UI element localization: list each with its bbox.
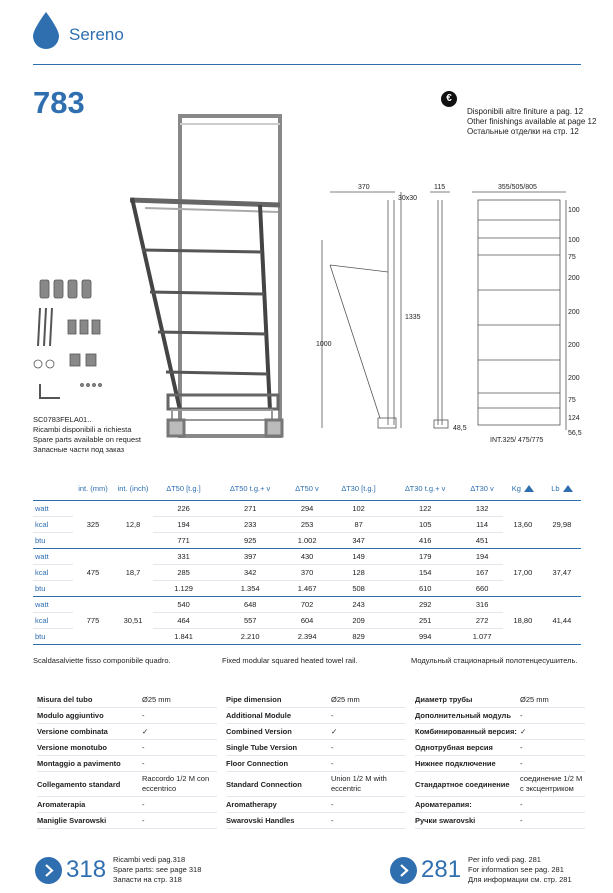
towel-rail-illustration [120, 110, 295, 450]
dim-spacing-5: 200 [568, 309, 580, 316]
cell-value: 829 [328, 628, 389, 644]
feature-label: Combined Version [226, 727, 292, 736]
cell-value: 557 [214, 612, 286, 628]
parts-line-en: Spare parts available on request [33, 435, 141, 444]
cell-value: 604 [286, 612, 328, 628]
cell-value: 451 [461, 532, 503, 548]
feature-label: Additional Module [226, 711, 291, 720]
cell-value: 994 [389, 628, 461, 644]
cell-value: 194 [461, 548, 503, 564]
cell-value: 272 [461, 612, 503, 628]
dim-depth: 115 [434, 184, 446, 191]
cell-value: 253 [286, 516, 328, 532]
spare-parts-note [33, 415, 141, 455]
cell-value: 292 [389, 596, 461, 612]
cell-value: 397 [214, 548, 286, 564]
feature-row [226, 708, 406, 724]
table-row [33, 500, 581, 516]
info-page-number[interactable]: 281 [421, 856, 462, 883]
features-en [226, 692, 406, 829]
cell-int-inch: 18,7 [113, 548, 153, 596]
spec-table-header [33, 478, 581, 500]
dim-spacing-1: 100 [568, 207, 580, 214]
feature-row [226, 692, 406, 708]
cell-value: 508 [328, 580, 389, 596]
feature-value: - [331, 815, 334, 825]
header-int-mm: int. (mm) [73, 478, 113, 500]
cell-value: 179 [389, 548, 461, 564]
feature-row [415, 708, 585, 724]
row-unit: kcal [33, 564, 73, 580]
feature-value: ✓ [520, 726, 527, 736]
feature-value: - [520, 815, 523, 825]
feature-label: Versione combinata [37, 727, 108, 736]
feature-row [37, 772, 217, 797]
header-dt50-tg: ∆T50 [t.g.] [153, 478, 214, 500]
feature-row [226, 740, 406, 756]
header-int-inch: int. (inch) [113, 478, 153, 500]
feature-value: - [142, 710, 145, 720]
header-divider [33, 64, 581, 65]
feature-label: Floor Connection [226, 759, 289, 768]
cell-value: 194 [153, 516, 214, 532]
cell-kg: 18,80 [503, 596, 543, 644]
weight-icon [524, 485, 534, 492]
dim-height-front: 1000 [316, 341, 332, 348]
spare-parts-page-number[interactable]: 318 [66, 856, 107, 883]
feature-value: - [142, 742, 145, 752]
feature-value: - [331, 758, 334, 768]
cell-value: 660 [461, 580, 503, 596]
cell-value: 331 [153, 548, 214, 564]
cell-value: 1.077 [461, 628, 503, 644]
feature-value: - [520, 742, 523, 752]
cell-value: 1.467 [286, 580, 328, 596]
cell-value: 105 [389, 516, 461, 532]
cell-value: 102 [328, 500, 389, 516]
dim-side-width: 370 [358, 184, 370, 191]
feature-row [37, 740, 217, 756]
spec-table [33, 478, 581, 645]
dim-spacing-9: 124 [568, 415, 580, 422]
cell-value: 342 [214, 564, 286, 580]
dim-pipe: 30x30 [398, 195, 418, 202]
cell-int-inch: 30,51 [113, 596, 153, 644]
feature-label: Pipe dimension [226, 695, 282, 704]
row-unit: btu [33, 532, 73, 548]
cell-value: 251 [389, 612, 461, 628]
cell-kg: 17,00 [503, 548, 543, 596]
cell-value: 243 [328, 596, 389, 612]
feature-value: Raccordo 1/2 M con eccentrico [142, 774, 210, 793]
feature-label: Collegamento standard [37, 779, 121, 789]
feature-value: Union 1/2 M with eccentric [331, 774, 387, 793]
footer-right-line-ru: Для информации см. стр. 281 [468, 875, 572, 884]
row-unit: watt [33, 500, 73, 516]
dim-interaxis: INT.325/ 475/775 [490, 437, 544, 444]
dimension-drawing [310, 180, 585, 445]
finishes-note [467, 107, 596, 137]
feature-row [37, 692, 217, 708]
feature-label: Montaggio a pavimento [37, 759, 121, 768]
cell-value: 430 [286, 548, 328, 564]
feature-row [415, 756, 585, 772]
header-lb [543, 478, 581, 500]
model-number: 783 [33, 85, 85, 120]
cell-value: 114 [461, 516, 503, 532]
dim-bottom: 48,5 [453, 425, 467, 432]
cell-value: 648 [214, 596, 286, 612]
page-header [0, 0, 613, 66]
feature-row [37, 756, 217, 772]
feature-value: - [520, 758, 523, 768]
feature-row [415, 772, 585, 797]
features-it [37, 692, 217, 829]
feature-row [415, 692, 585, 708]
spare-parts-reference [113, 855, 201, 885]
row-unit: watt [33, 596, 73, 612]
feature-row [415, 797, 585, 813]
feature-row [226, 772, 406, 797]
feature-label: Ручки swarovski [415, 816, 476, 825]
dim-widths: 355/505/805 [498, 184, 537, 191]
chevron-right-icon [43, 864, 55, 877]
description-it: Scaldasalviette fisso componibile quadro. [33, 656, 171, 665]
cell-lb: 37,47 [543, 548, 581, 596]
description-en: Fixed modular squared heated towel rail. [222, 656, 358, 665]
cell-value: 316 [461, 596, 503, 612]
footer-right-line-en: For information see pag. 281 [468, 865, 564, 874]
header-dt30-v: ∆T30 v [461, 478, 503, 500]
cell-value: 294 [286, 500, 328, 516]
cell-int-inch: 12,8 [113, 500, 153, 548]
feature-value: Ø25 mm [520, 694, 549, 704]
feature-value: соединение 1/2 M с эксцентриком [520, 774, 583, 793]
header-dt30-tg: ∆T30 [t.g.] [328, 478, 389, 500]
cell-int-mm: 325 [73, 500, 113, 548]
feature-label: Aromaterapia [37, 800, 86, 809]
feature-value: - [142, 815, 145, 825]
cell-value: 1.002 [286, 532, 328, 548]
cell-value: 87 [328, 516, 389, 532]
cell-kg: 13,60 [503, 500, 543, 548]
footer-left-line-it: Ricambi vedi pag.318 [113, 855, 186, 864]
dim-spacing-8: 75 [568, 397, 576, 404]
feature-value: - [331, 799, 334, 809]
feature-row [226, 813, 406, 829]
feature-value: - [331, 710, 334, 720]
cell-value: 122 [389, 500, 461, 516]
cell-value: 1.354 [214, 580, 286, 596]
cell-value: 702 [286, 596, 328, 612]
row-unit: btu [33, 628, 73, 644]
dim-spacing-6: 200 [568, 342, 580, 349]
footer-right-line-it: Per info vedi pag. 281 [468, 855, 541, 864]
feature-value: - [331, 742, 334, 752]
feature-value: - [142, 799, 145, 809]
cell-value: 1.841 [153, 628, 214, 644]
cell-value: 154 [389, 564, 461, 580]
finishes-line-it: Disponibili altre finiture a pag. 12 [467, 107, 584, 116]
feature-row [37, 724, 217, 740]
feature-row [415, 740, 585, 756]
finishes-line-ru: Остальные отделки на стр. 12 [467, 127, 579, 136]
row-unit: kcal [33, 516, 73, 532]
row-unit: btu [33, 580, 73, 596]
info-reference [468, 855, 572, 885]
table-row [33, 548, 581, 564]
brand-title: Sereno [69, 25, 124, 44]
cell-value: 540 [153, 596, 214, 612]
header-blank [33, 478, 73, 500]
feature-label: Однотрубная версия [415, 743, 493, 752]
footer-left-line-en: Spare parts: see page 318 [113, 865, 202, 874]
chevron-right-icon [398, 864, 410, 877]
description-ru: Модульный стационарный полотенцесушитель. [411, 656, 578, 665]
cell-value: 209 [328, 612, 389, 628]
feature-row [37, 813, 217, 829]
feature-label: Misura del tubo [37, 695, 93, 704]
cell-value: 925 [214, 532, 286, 548]
table-row [33, 596, 581, 612]
cell-value: 128 [328, 564, 389, 580]
footer-left-line-ru: Запасти на стр. 318 [113, 875, 182, 884]
feature-row [37, 708, 217, 724]
feature-value: - [520, 710, 523, 720]
cell-value: 132 [461, 500, 503, 516]
spare-parts-link-button[interactable] [35, 857, 62, 884]
dim-spacing-2: 100 [568, 237, 580, 244]
cell-lb: 29,98 [543, 500, 581, 548]
feature-label: Дополнительный модуль [415, 711, 511, 720]
info-link-button[interactable] [390, 857, 417, 884]
cell-int-mm: 475 [73, 548, 113, 596]
cell-value: 610 [389, 580, 461, 596]
cell-value: 771 [153, 532, 214, 548]
feature-label: Standard Connection [226, 779, 302, 789]
features-ru [415, 692, 585, 829]
header-dt50-tgv: ∆T50 t.g.+ v [214, 478, 286, 500]
cell-value: 1.129 [153, 580, 214, 596]
cell-value: 2.210 [214, 628, 286, 644]
cell-value: 370 [286, 564, 328, 580]
feature-label: Swarovski Handles [226, 816, 295, 825]
feature-label: Aromatherapy [226, 800, 277, 809]
header-dt50-v: ∆T50 v [286, 478, 328, 500]
cell-value: 149 [328, 548, 389, 564]
feature-value: - [520, 799, 523, 809]
feature-value: Ø25 mm [331, 694, 360, 704]
dim-spacing-7: 200 [568, 375, 580, 382]
finishes-line-en: Other finishings available at page 12 [467, 117, 597, 126]
cell-value: 271 [214, 500, 286, 516]
cell-value: 416 [389, 532, 461, 548]
row-unit: watt [33, 548, 73, 564]
feature-label: Комбинированный версия: [415, 727, 517, 736]
feature-value: ✓ [331, 726, 338, 736]
cell-value: 464 [153, 612, 214, 628]
water-drop-icon [33, 12, 59, 49]
feature-label: Maniglie Svarowski [37, 816, 107, 825]
feature-row [415, 724, 585, 740]
header-lb-label: Lb [551, 484, 560, 494]
feature-row [226, 756, 406, 772]
header-kg-label: Kg [511, 484, 521, 494]
cell-value: 285 [153, 564, 214, 580]
parts-line-ru: Запасные части под заказ [33, 445, 125, 454]
cell-value: 233 [214, 516, 286, 532]
weight-icon [563, 485, 573, 492]
cell-value: 347 [328, 532, 389, 548]
feature-value: - [142, 758, 145, 768]
cell-int-mm: 775 [73, 596, 113, 644]
feature-value: Ø25 mm [142, 694, 171, 704]
feature-label: Modulo aggiuntivo [37, 711, 104, 720]
spare-parts-illustration [30, 272, 120, 412]
dim-height-total: 1335 [405, 314, 421, 321]
cell-value: 2.394 [286, 628, 328, 644]
row-unit: kcal [33, 612, 73, 628]
feature-label: Диаметр трубы [415, 695, 473, 704]
feature-row [37, 797, 217, 813]
feature-label: Ароматерапия: [415, 800, 472, 809]
parts-line-it: Ricambi disponibili a richiesta [33, 425, 132, 434]
dim-bottom-right: 56,5 [568, 430, 582, 437]
spec-table-body [33, 500, 581, 644]
cell-lb: 41,44 [543, 596, 581, 644]
header-kg [503, 478, 543, 500]
feature-row [226, 797, 406, 813]
feature-value: ✓ [142, 726, 149, 736]
parts-code: SC0783FELA01.. [33, 415, 92, 424]
cell-value: 226 [153, 500, 214, 516]
feature-label: Стандартное соединение [415, 779, 510, 789]
header-dt30-tgv: ∆T30 t.g.+ v [389, 478, 461, 500]
feature-row [226, 724, 406, 740]
feature-label: Versione monotubo [37, 743, 108, 752]
cell-value: 167 [461, 564, 503, 580]
euro-icon: € [441, 91, 457, 107]
feature-label: Single Tube Version [226, 743, 298, 752]
feature-label: Нижнее подключение [415, 759, 496, 768]
feature-row [415, 813, 585, 829]
dim-spacing-4: 200 [568, 275, 580, 282]
dim-spacing-3: 75 [568, 254, 576, 261]
